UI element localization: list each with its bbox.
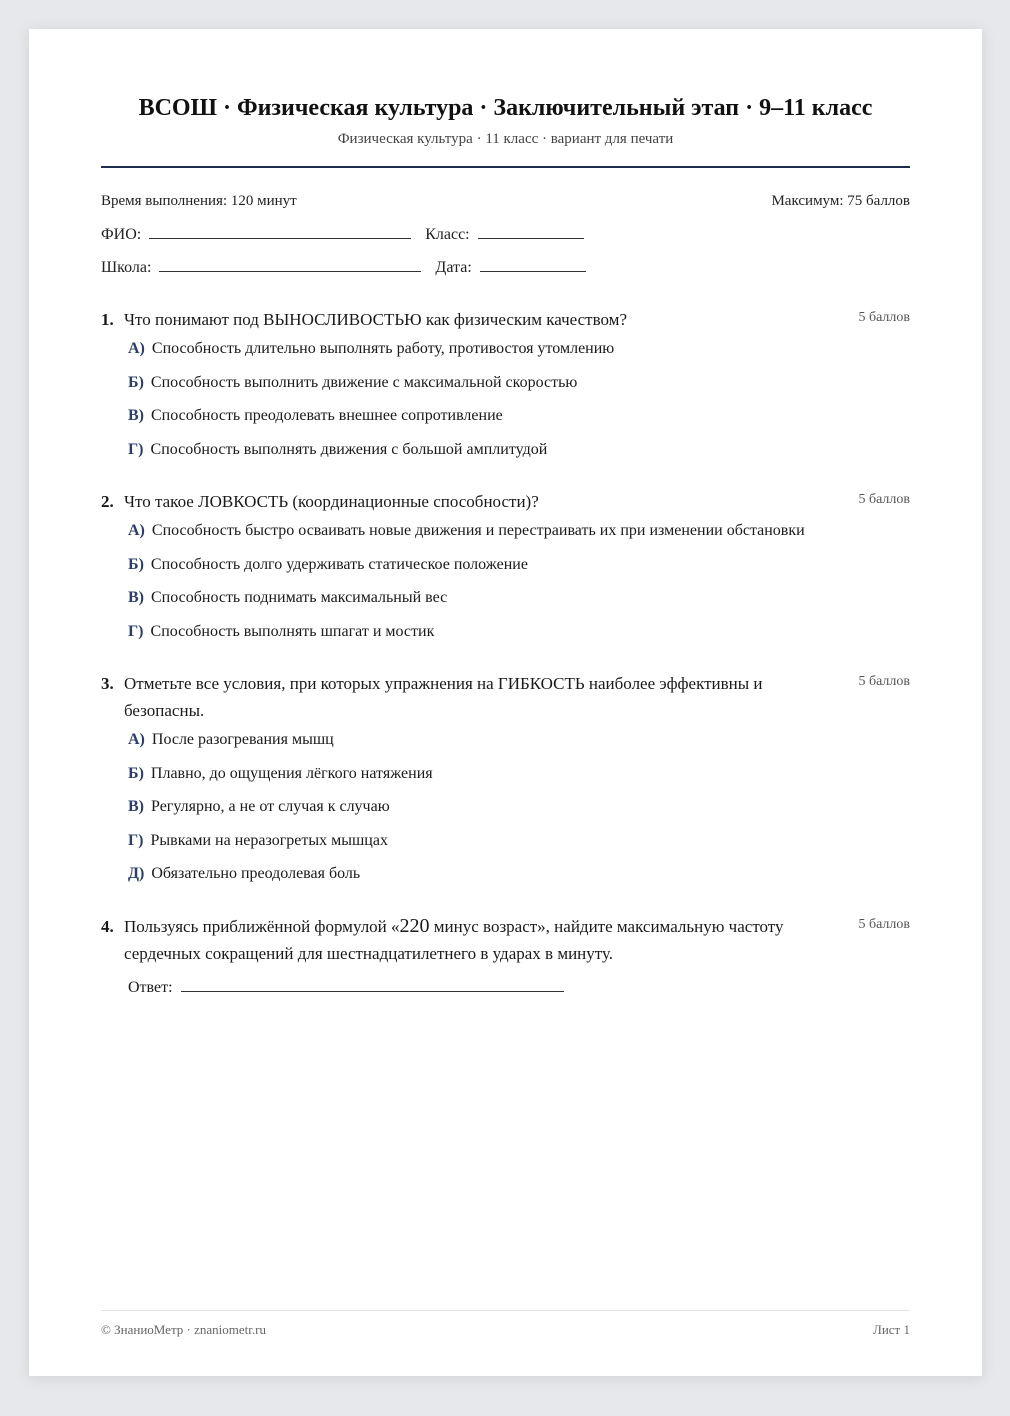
footer-sheet-number: Лист 1 [873,1322,910,1337]
option-g[interactable] [128,441,910,475]
option-v[interactable] [128,589,910,623]
option-b[interactable] [128,556,910,590]
date-label: Дата: [435,259,472,276]
time-limit: Время выполнения: 120 минут [101,193,297,209]
options-list [101,522,910,656]
options-list [101,340,910,474]
question-text: Что понимают под ВЫНОСЛИВОСТЬЮ как физическим качеством? [124,310,627,329]
option-a[interactable] [128,731,910,765]
school-label: Школа: [101,259,152,276]
question-4 [101,913,910,997]
question-points: 5 баллов [858,917,910,932]
option-text: Регулярно, а не от случая к случаю [151,798,390,815]
answer-row [101,979,910,997]
option-letter: Д) [128,865,145,882]
option-text: Рывками на неразогретых мышцах [150,831,388,849]
option-text: Способность выполнять движения с большой амплитудой [150,440,548,458]
option-letter: Г) [128,622,144,640]
option-text: Плавно, до ощущения лёгкого натяжения [150,764,433,782]
footer-divider [101,1310,910,1311]
class-field[interactable] [478,237,584,239]
student-fields-row-2 [101,259,910,277]
option-letter: В) [128,589,144,606]
option-text: Обязательно преодолевая боль [151,865,361,882]
question-points: 5 баллов [858,492,910,507]
option-letter: Г) [128,440,144,458]
option-letter: А) [128,731,145,748]
footer [101,1322,910,1338]
question-header [101,913,910,967]
meta-row [101,193,910,210]
option-text: Способность длительно выполнять работу, противостоя утомлению [151,340,615,357]
option-letter: А) [128,340,145,357]
footer-copyright: © ЗнаниоМетр · znaniometr.ru [101,1322,266,1337]
option-a[interactable] [128,522,910,556]
question-text-start: Пользуясь приближённой формулой « [124,917,400,936]
option-letter: Б) [128,764,144,782]
class-label: Класс: [425,226,470,243]
question-number: 1. [101,310,114,329]
option-letter: Б) [128,373,144,391]
question-text: Что такое ЛОВКОСТЬ (координационные способности)? [124,492,539,511]
question-number: 4. [101,917,114,936]
fio-field[interactable] [149,237,411,239]
school-field[interactable] [159,270,421,272]
option-text: Способность быстро осваивать новые движения и перестраивать их при изменении обстановки [151,522,805,539]
option-b[interactable] [128,374,910,408]
option-d[interactable] [128,865,910,899]
option-text: Способность выполнить движение с максимальной скоростью [150,373,578,391]
exam-page [29,29,982,1376]
max-score: Максимум: 75 баллов [771,193,910,209]
option-text: Способность выполнять шпагат и мостик [150,622,435,640]
question-header [101,488,910,515]
student-fields-row-1 [101,226,910,244]
option-text: Способность поднимать максимальный вес [151,589,448,606]
question-1 [101,306,910,474]
header-divider [101,166,910,168]
question-number: 2. [101,492,114,511]
question-number: 3. [101,674,114,693]
answer-label: Ответ: [128,979,173,996]
option-letter: Б) [128,555,144,573]
question-text: Отметьте все условия, при которых упражнения на ГИБКОСТЬ наиболее эффективны и безопасны. [124,674,763,720]
option-letter: В) [128,798,144,815]
question-3 [101,670,910,899]
option-v[interactable] [128,798,910,832]
option-text: Способность долго удерживать статическое положение [150,555,528,573]
answer-field[interactable] [181,990,564,992]
option-letter: В) [128,407,144,424]
question-text-end: минус возраст», найдите максимальную частоту сердечных сокращений для шестнадцатилетнего в ударах в минуту. [124,917,784,963]
option-text: После разогревания мышц [151,731,334,748]
date-field[interactable] [480,270,586,272]
fio-label: ФИО: [101,226,142,243]
option-letter: А) [128,522,145,539]
option-g[interactable] [128,623,910,657]
option-v[interactable] [128,407,910,441]
question-header [101,670,910,724]
option-text: Способность преодолевать внешнее сопротивление [151,407,503,424]
question-points: 5 баллов [858,310,910,325]
question-header [101,306,910,333]
option-g[interactable] [128,832,910,866]
question-2 [101,488,910,656]
option-letter: Г) [128,831,144,849]
question-formula-number: 220 [399,915,430,937]
option-b[interactable] [128,765,910,799]
page-title: ВСОШ · Физическая культура · Заключительный этап · 9–11 класс [138,95,873,121]
page-subtitle: Физическая культура · 11 класс · вариант для печати [337,131,674,147]
options-list [101,731,910,899]
option-a[interactable] [128,340,910,374]
question-points: 5 баллов [858,674,910,689]
